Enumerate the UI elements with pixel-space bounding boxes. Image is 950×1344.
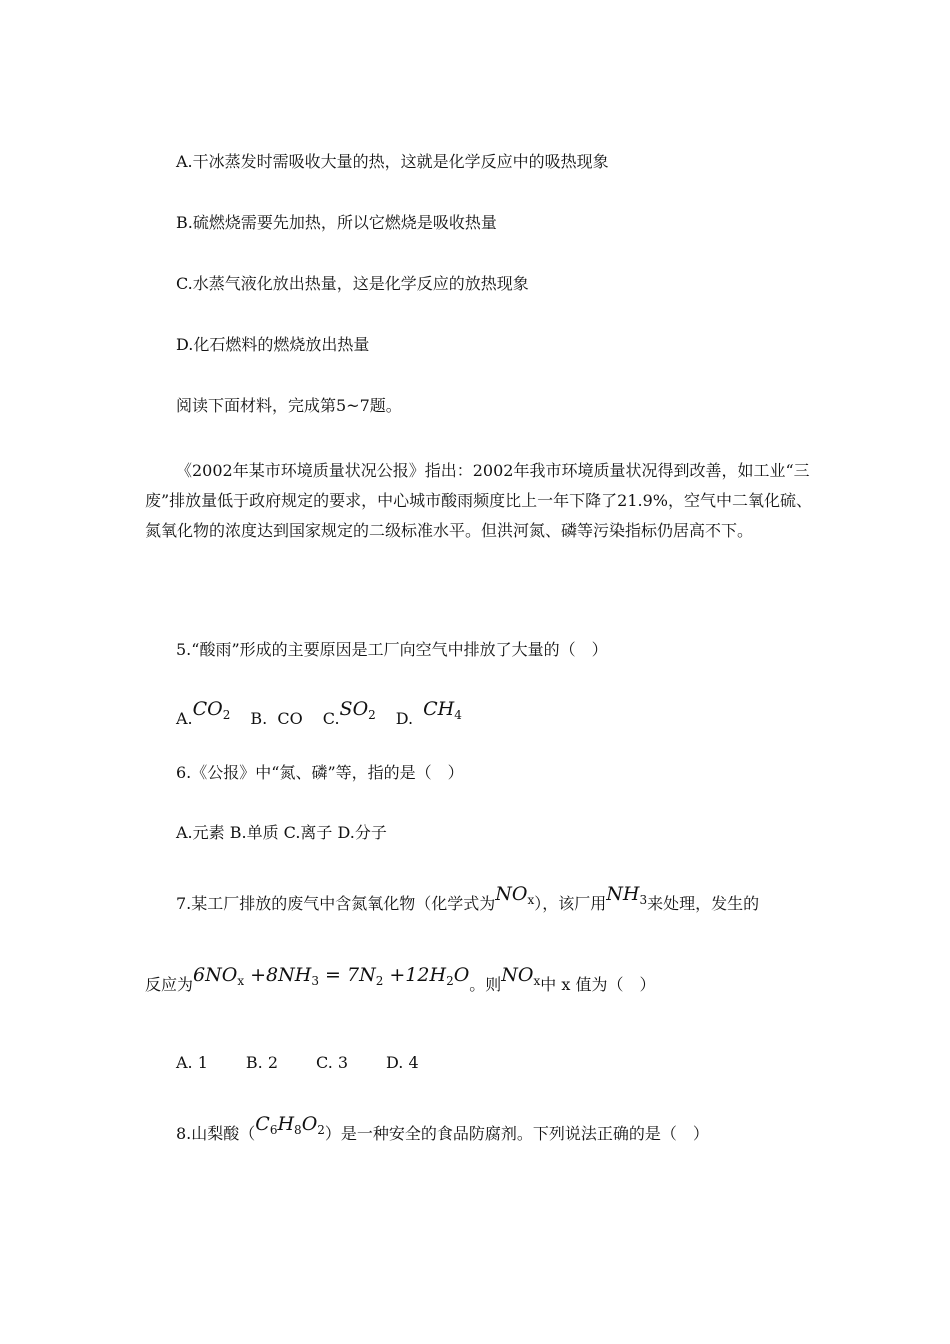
reaction-equation: $6NO_x +8NH_3 = 7N_2 +12H_2O$	[193, 964, 470, 988]
q6-options: A.元素 B.单质 C.离子 D.分子	[176, 823, 387, 842]
q7-line-1: 7.某工厂排放的废气中含氮氧化物（化学式为$NO_x$），该厂用$NH_3$来处理，发生的	[176, 883, 760, 913]
formula-co2: $CO_2$	[192, 698, 231, 722]
q6-stem: 6.《公报》中“氮、磷”等，指的是（ ）	[176, 763, 464, 782]
q4-option-a: A.干冰蒸发时需吸收大量的热，这就是化学反应中的吸热现象	[176, 152, 609, 171]
reading-intro: 阅读下面材料，完成第5~7题。	[176, 396, 402, 415]
formula-ch4: $CH_4$	[423, 698, 462, 722]
formula-c6h8o2: $C_6H_8O_2$	[255, 1113, 325, 1137]
q7-options: A. 1 B. 2 C. 3 D. 4	[176, 1053, 419, 1072]
q5-stem: 5.“酸雨”形成的主要原因是工厂向空气中排放了大量的（ ）	[176, 640, 608, 659]
material-paragraph	[145, 456, 817, 546]
formula-nh3: $NH_3$	[606, 883, 648, 907]
q4-option-b: B.硫燃烧需要先加热，所以它燃烧是吸收热量	[176, 213, 497, 232]
q8-stem: 8.山梨酸$(C_6H_8O_2)$是一种安全的食品防腐剂。下列说法正确的是（ ）	[176, 1113, 709, 1143]
formula-nox-2: $NO_x$	[501, 964, 541, 988]
q5-options: $A.CO_2$ B. CO $C.SO_2$ D. $CH_4$	[176, 698, 462, 728]
q4-option-c: C.水蒸气液化放出热量，这是化学反应的放热现象	[176, 274, 529, 293]
q7-line-2: 反应为$6NO_x +8NH_3 = 7N_2 +12H_2O$。则$NO_x$中 x 值为（ ）	[145, 964, 656, 994]
material-text: 《2002年某市环境质量状况公报》指出：2002年我市环境质量状况得到改善，如工业“三废”排放量低于政府规定的要求，中心城市酸雨频度比上一年下降了21.9%，空气中二氧化硫、氮氧化物的浓度达到国家规定的二级标准水平。但洪河氮、磷等污染指标仍居高不下。	[145, 461, 813, 540]
formula-so2: $SO_2$	[339, 698, 376, 722]
formula-nox: $NO_x$	[495, 883, 535, 907]
q4-option-d: D.化石燃料的燃烧放出热量	[176, 335, 370, 354]
